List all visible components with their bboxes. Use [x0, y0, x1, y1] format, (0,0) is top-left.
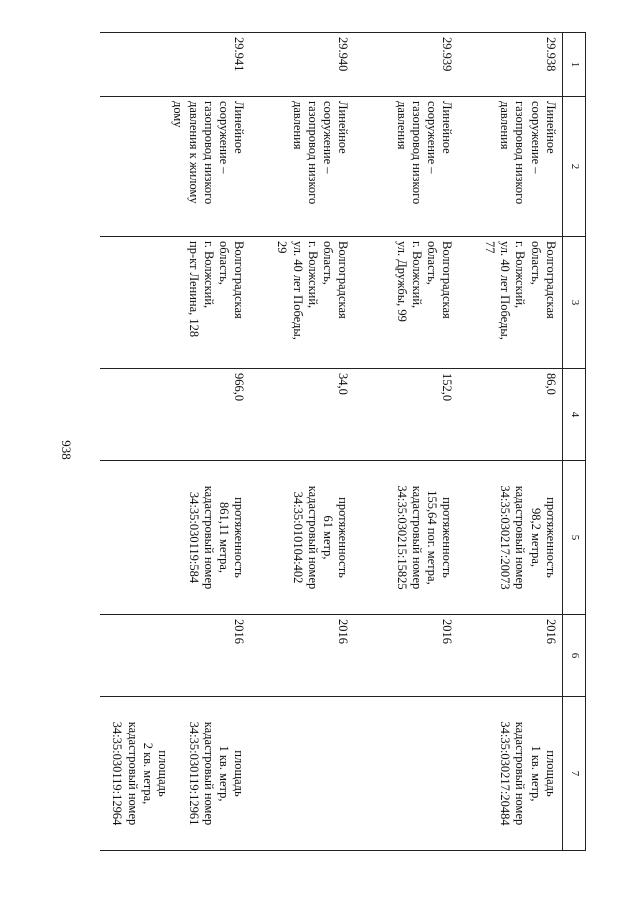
- property-table: [101, 32, 587, 851]
- land-plot-info: площадь 1 кв. метр, кадастровый номер 34:35:030119:12961 площадь 2 кв. метра, кадастровый номер 34:35:030119:12964: [101, 697, 251, 851]
- object-extent: протяженность 98,2 метра, кадастровый номер 34:35:030217:20073: [459, 461, 563, 615]
- object-year: 2016: [101, 615, 251, 697]
- row-number: 29.940: [251, 33, 355, 97]
- land-plot-info: [251, 697, 355, 851]
- object-value: 152,0: [355, 369, 459, 461]
- column-header: 7: [563, 697, 586, 851]
- object-year: 2016: [251, 615, 355, 697]
- column-header: 3: [563, 237, 586, 369]
- table-header-row: [563, 33, 586, 851]
- object-extent: протяженность 61 метр, кадастровый номер 34:35:010104:402: [251, 461, 355, 615]
- object-name: Линейное сооружение – газопровод низкого давления: [459, 97, 563, 237]
- land-plot-info: [355, 697, 459, 851]
- page-number: 938: [59, 440, 74, 460]
- column-header: 5: [563, 461, 586, 615]
- object-name: Линейное сооружение – газопровод низкого давления к жилому дому: [101, 97, 251, 237]
- row-number: 29.941: [101, 33, 251, 97]
- column-header: 2: [563, 97, 586, 237]
- column-header: 4: [563, 369, 586, 461]
- object-year: 2016: [355, 615, 459, 697]
- rotated-page: [96, 32, 586, 850]
- table-row: [251, 33, 355, 851]
- object-extent: протяженность 861,11 метра, кадастровый номер 34:35:030119:584: [101, 461, 251, 615]
- object-address: Волгоградская область, г. Волжский, пр-кт Ленина, 128: [101, 237, 251, 369]
- object-name: Линейное сооружение – газопровод низкого давления: [355, 97, 459, 237]
- object-value: 34,0: [251, 369, 355, 461]
- row-number: 29.938: [459, 33, 563, 97]
- object-value: 966,0: [101, 369, 251, 461]
- object-address: Волгоградская область, г. Волжский, ул. 40 лет Победы, 29: [251, 237, 355, 369]
- land-plot-info: площадь 1 кв. метр, кадастровый номер 34:35:030217:20484: [459, 697, 563, 851]
- object-extent: протяженность 155,64 пог. метра, кадастровый номер 34:35:030215:15825: [355, 461, 459, 615]
- table-row: [101, 33, 251, 851]
- object-address: Волгоградская область, г. Волжский, ул. Дружбы, 99: [355, 237, 459, 369]
- rotated-table-container: [96, 32, 586, 850]
- column-header: 1: [563, 33, 586, 97]
- row-number: 29.939: [355, 33, 459, 97]
- column-header: 6: [563, 615, 586, 697]
- table-row: [355, 33, 459, 851]
- object-address: Волгоградская область, г. Волжский, ул. 40 лет Победы, 77: [459, 237, 563, 369]
- object-value: 86,0: [459, 369, 563, 461]
- table-row: [459, 33, 563, 851]
- object-year: 2016: [459, 615, 563, 697]
- object-name: Линейное сооружение – газопровод низкого давления: [251, 97, 355, 237]
